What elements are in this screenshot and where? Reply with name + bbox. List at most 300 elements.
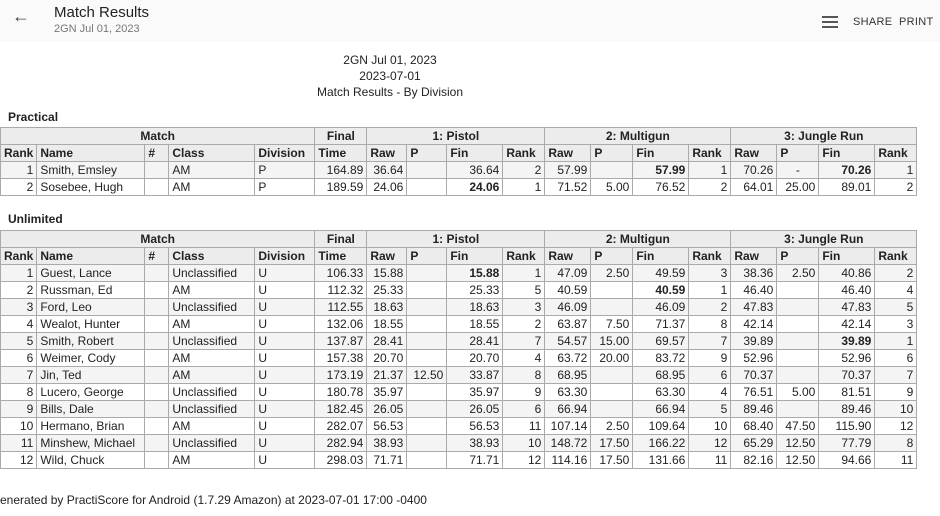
column-header-fin[interactable]: Fin	[447, 248, 503, 265]
table-row[interactable]	[1, 282, 917, 299]
cell-cls: Unclassified	[169, 265, 255, 282]
column-header-rank2[interactable]: Rank	[503, 145, 545, 162]
cell-s1fin: 33.87	[447, 367, 503, 384]
cell-num	[145, 435, 169, 452]
cell-cls: AM	[169, 282, 255, 299]
cell-name: Russman, Ed	[37, 282, 145, 299]
cell-name: Ford, Leo	[37, 299, 145, 316]
cell-s1raw: 38.93	[367, 435, 407, 452]
column-header-num[interactable]: #	[145, 145, 169, 162]
cell-s3rank: 3	[875, 316, 917, 333]
cell-s1rank: 1	[503, 179, 545, 196]
table-row[interactable]	[1, 316, 917, 333]
cell-s2rank: 1	[689, 282, 731, 299]
cell-s2p: 17.50	[591, 435, 633, 452]
column-header-raw[interactable]: Raw	[731, 145, 777, 162]
cell-cls: Unclassified	[169, 401, 255, 418]
column-header-raw[interactable]: Raw	[731, 248, 777, 265]
cell-s2fin: 46.09	[633, 299, 689, 316]
cell-s1p	[407, 401, 447, 418]
cell-name: Bills, Dale	[37, 401, 145, 418]
cell-s3raw: 70.37	[731, 367, 777, 384]
cell-s2p: 5.00	[591, 179, 633, 196]
cell-s2rank: 7	[689, 333, 731, 350]
cell-time: 182.45	[315, 401, 367, 418]
cell-s3rank: 5	[875, 299, 917, 316]
cell-s3fin: 81.51	[819, 384, 875, 401]
column-header-fin[interactable]: Fin	[633, 145, 689, 162]
cell-s3p	[777, 350, 819, 367]
cell-time: 180.78	[315, 384, 367, 401]
column-header-time[interactable]: Time	[315, 248, 367, 265]
cell-num	[145, 333, 169, 350]
cell-s3rank: 4	[875, 282, 917, 299]
cell-cls: AM	[169, 367, 255, 384]
cell-s2rank: 10	[689, 418, 731, 435]
cell-s2rank: 2	[689, 179, 731, 196]
cell-div: P	[255, 162, 315, 179]
cell-num	[145, 418, 169, 435]
cell-time: 112.32	[315, 282, 367, 299]
cell-s2p	[591, 384, 633, 401]
cell-s3fin: 46.40	[819, 282, 875, 299]
division-title-unlimited: Unlimited	[8, 212, 63, 226]
cell-s1raw: 18.63	[367, 299, 407, 316]
cell-s1rank: 1	[503, 265, 545, 282]
cell-time: 157.38	[315, 350, 367, 367]
cell-s3raw: 89.46	[731, 401, 777, 418]
cell-s1raw: 25.33	[367, 282, 407, 299]
cell-s1rank: 2	[503, 316, 545, 333]
table-row[interactable]	[1, 367, 917, 384]
cell-s1fin: 18.55	[447, 316, 503, 333]
cell-name: Wealot, Hunter	[37, 316, 145, 333]
cell-time: 282.07	[315, 418, 367, 435]
cell-num	[145, 316, 169, 333]
cell-name: Minshew, Michael	[37, 435, 145, 452]
page-title: Match Results	[54, 4, 150, 21]
column-header-rank2[interactable]: Rank	[875, 248, 917, 265]
cell-s2raw: 46.09	[545, 299, 591, 316]
cell-s1rank: 12	[503, 452, 545, 469]
column-header-name[interactable]: Name	[37, 248, 145, 265]
cell-rank: 10	[1, 418, 37, 435]
cell-s2p	[591, 367, 633, 384]
cell-num	[145, 265, 169, 282]
cell-s1fin: 28.41	[447, 333, 503, 350]
column-header-fin[interactable]: Fin	[819, 248, 875, 265]
column-header-raw[interactable]: Raw	[545, 145, 591, 162]
cell-cls: Unclassified	[169, 384, 255, 401]
cell-s1fin: 20.70	[447, 350, 503, 367]
cell-s1rank: 2	[503, 162, 545, 179]
cell-s1fin: 24.06	[447, 179, 503, 196]
cell-div: U	[255, 282, 315, 299]
cell-s2rank: 6	[689, 367, 731, 384]
column-header-division[interactable]: Division	[255, 145, 315, 162]
app-bar	[0, 0, 940, 42]
cell-s3raw: 52.96	[731, 350, 777, 367]
cell-num	[145, 367, 169, 384]
cell-s3p: 5.00	[777, 384, 819, 401]
cell-s2p: 2.50	[591, 265, 633, 282]
table-row[interactable]	[1, 265, 917, 282]
cell-s2raw: 114.16	[545, 452, 591, 469]
group-header-multigun: 2: Multigun	[545, 128, 731, 145]
cell-cls: Unclassified	[169, 299, 255, 316]
practical-results-table	[0, 127, 917, 196]
cell-s1fin: 15.88	[447, 265, 503, 282]
cell-s3fin: 70.37	[819, 367, 875, 384]
cell-s2raw: 63.72	[545, 350, 591, 367]
cell-s1p	[407, 265, 447, 282]
group-header-match: Match	[1, 128, 315, 145]
cell-s3fin: 70.26	[819, 162, 875, 179]
group-header-final: Final	[315, 231, 367, 248]
cell-s3raw: 47.83	[731, 299, 777, 316]
cell-s2fin: 166.22	[633, 435, 689, 452]
cell-s1raw: 20.70	[367, 350, 407, 367]
cell-s3p: 25.00	[777, 179, 819, 196]
cell-s2rank: 9	[689, 350, 731, 367]
cell-div: U	[255, 384, 315, 401]
cell-s1p	[407, 162, 447, 179]
cell-s2p	[591, 299, 633, 316]
cell-s3rank: 2	[875, 179, 917, 196]
cell-div: U	[255, 316, 315, 333]
cell-cls: AM	[169, 162, 255, 179]
cell-s1p	[407, 333, 447, 350]
cell-s3fin: 89.46	[819, 401, 875, 418]
cell-s3fin: 52.96	[819, 350, 875, 367]
group-header-pistol: 1: Pistol	[367, 128, 545, 145]
cell-s1raw: 56.53	[367, 418, 407, 435]
cell-s2p: 15.00	[591, 333, 633, 350]
cell-time: 173.19	[315, 367, 367, 384]
cell-rank: 9	[1, 401, 37, 418]
cell-s1p	[407, 179, 447, 196]
cell-s3rank: 8	[875, 435, 917, 452]
cell-s3p: 12.50	[777, 435, 819, 452]
cell-s2rank: 2	[689, 299, 731, 316]
cell-rank: 3	[1, 299, 37, 316]
cell-s3raw: 46.40	[731, 282, 777, 299]
cell-time: 298.03	[315, 452, 367, 469]
table-row[interactable]	[1, 418, 917, 435]
cell-s2fin: 40.59	[633, 282, 689, 299]
cell-s1raw: 28.41	[367, 333, 407, 350]
table-row[interactable]	[1, 162, 917, 179]
report-type: Match Results - By Division	[316, 85, 464, 99]
cell-s1raw: 18.55	[367, 316, 407, 333]
cell-s2raw: 107.14	[545, 418, 591, 435]
column-header-rank[interactable]: Rank	[1, 248, 37, 265]
column-header-raw[interactable]: Raw	[367, 248, 407, 265]
column-header-p[interactable]: P	[407, 145, 447, 162]
cell-rank: 5	[1, 333, 37, 350]
table-row[interactable]	[1, 333, 917, 350]
column-header-p[interactable]: P	[777, 145, 819, 162]
cell-s2rank: 5	[689, 401, 731, 418]
cell-name: Hermano, Brian	[37, 418, 145, 435]
column-header-fin[interactable]: Fin	[633, 248, 689, 265]
cell-s1raw: 24.06	[367, 179, 407, 196]
cell-s1raw: 36.64	[367, 162, 407, 179]
cell-s2p	[591, 282, 633, 299]
cell-s1raw: 26.05	[367, 401, 407, 418]
cell-s1rank: 4	[503, 350, 545, 367]
cell-s3fin: 94.66	[819, 452, 875, 469]
group-header-multigun: 2: Multigun	[545, 231, 731, 248]
column-header-rank2[interactable]: Rank	[689, 145, 731, 162]
unlimited-results-table	[0, 230, 917, 469]
cell-num	[145, 162, 169, 179]
column-header-time[interactable]: Time	[315, 145, 367, 162]
group-header-match: Match	[1, 231, 315, 248]
cell-s3rank: 7	[875, 367, 917, 384]
cell-s1fin: 56.53	[447, 418, 503, 435]
cell-s1p	[407, 452, 447, 469]
cell-s1fin: 18.63	[447, 299, 503, 316]
cell-name: Lucero, George	[37, 384, 145, 401]
cell-s3rank: 11	[875, 452, 917, 469]
column-header-p[interactable]: P	[591, 145, 633, 162]
cell-s2fin: 109.64	[633, 418, 689, 435]
cell-s2raw: 68.95	[545, 367, 591, 384]
column-header-name[interactable]: Name	[37, 145, 145, 162]
cell-s2p	[591, 401, 633, 418]
cell-s2fin: 71.37	[633, 316, 689, 333]
cell-s3fin: 89.01	[819, 179, 875, 196]
cell-s3raw: 64.01	[731, 179, 777, 196]
table-row[interactable]	[1, 350, 917, 367]
cell-time: 137.87	[315, 333, 367, 350]
cell-s3raw: 82.16	[731, 452, 777, 469]
column-header-num[interactable]: #	[145, 248, 169, 265]
cell-s1fin: 26.05	[447, 401, 503, 418]
cell-time: 164.89	[315, 162, 367, 179]
cell-s2rank: 11	[689, 452, 731, 469]
cell-s3p: -	[777, 162, 819, 179]
cell-s1raw: 35.97	[367, 384, 407, 401]
print-button[interactable]: PRINT	[899, 16, 934, 28]
column-header-raw[interactable]: Raw	[545, 248, 591, 265]
cell-name: Guest, Lance	[37, 265, 145, 282]
cell-time: 282.94	[315, 435, 367, 452]
cell-cls: AM	[169, 179, 255, 196]
cell-num	[145, 299, 169, 316]
cell-s1p	[407, 299, 447, 316]
cell-s2p: 7.50	[591, 316, 633, 333]
cell-s1p	[407, 316, 447, 333]
cell-num	[145, 179, 169, 196]
cell-div: U	[255, 265, 315, 282]
cell-s2p: 17.50	[591, 452, 633, 469]
cell-s3raw: 70.26	[731, 162, 777, 179]
cell-div: U	[255, 333, 315, 350]
cell-s3rank: 1	[875, 333, 917, 350]
column-header-rank2[interactable]: Rank	[689, 248, 731, 265]
cell-s2raw: 57.99	[545, 162, 591, 179]
cell-s1rank: 7	[503, 333, 545, 350]
column-header-p[interactable]: P	[777, 248, 819, 265]
cell-s3raw: 68.40	[731, 418, 777, 435]
table-row[interactable]	[1, 401, 917, 418]
cell-num	[145, 401, 169, 418]
cell-s2raw: 71.52	[545, 179, 591, 196]
cell-cls: AM	[169, 350, 255, 367]
cell-s2raw: 47.09	[545, 265, 591, 282]
list-icon[interactable]	[822, 16, 838, 28]
cell-s1raw: 71.71	[367, 452, 407, 469]
cell-s1raw: 21.37	[367, 367, 407, 384]
cell-rank: 6	[1, 350, 37, 367]
division-title-practical: Practical	[8, 110, 59, 124]
cell-s2fin: 83.72	[633, 350, 689, 367]
cell-s3rank: 2	[875, 265, 917, 282]
cell-s3p	[777, 333, 819, 350]
cell-div: U	[255, 452, 315, 469]
table-row[interactable]	[1, 299, 917, 316]
column-header-rank2[interactable]: Rank	[503, 248, 545, 265]
cell-s3raw: 39.89	[731, 333, 777, 350]
cell-div: U	[255, 350, 315, 367]
cell-s3raw: 42.14	[731, 316, 777, 333]
cell-cls: AM	[169, 452, 255, 469]
cell-name: Wild, Chuck	[37, 452, 145, 469]
cell-s1rank: 3	[503, 299, 545, 316]
cell-rank: 2	[1, 179, 37, 196]
cell-s2rank: 8	[689, 316, 731, 333]
cell-div: U	[255, 299, 315, 316]
cell-s2fin: 131.66	[633, 452, 689, 469]
cell-s3raw: 76.51	[731, 384, 777, 401]
table-row[interactable]	[1, 384, 917, 401]
cell-s2fin: 66.94	[633, 401, 689, 418]
cell-s2fin: 76.52	[633, 179, 689, 196]
cell-rank: 1	[1, 265, 37, 282]
cell-s3fin: 115.90	[819, 418, 875, 435]
cell-s2fin: 63.30	[633, 384, 689, 401]
cell-s2raw: 63.87	[545, 316, 591, 333]
cell-div: U	[255, 435, 315, 452]
column-header-class[interactable]: Class	[169, 145, 255, 162]
cell-s1p	[407, 384, 447, 401]
cell-s2fin: 68.95	[633, 367, 689, 384]
cell-s2p	[591, 162, 633, 179]
cell-s1fin: 35.97	[447, 384, 503, 401]
column-header-class[interactable]: Class	[169, 248, 255, 265]
cell-name: Sosebee, Hugh	[37, 179, 145, 196]
cell-s1fin: 36.64	[447, 162, 503, 179]
cell-s3fin: 77.79	[819, 435, 875, 452]
cell-rank: 8	[1, 384, 37, 401]
cell-s1rank: 10	[503, 435, 545, 452]
cell-s2raw: 40.59	[545, 282, 591, 299]
cell-div: U	[255, 418, 315, 435]
group-header-jungle-run: 3: Jungle Run	[731, 231, 917, 248]
cell-s3p	[777, 299, 819, 316]
cell-s3raw: 65.29	[731, 435, 777, 452]
cell-s1fin: 38.93	[447, 435, 503, 452]
cell-rank: 11	[1, 435, 37, 452]
cell-rank: 12	[1, 452, 37, 469]
share-button[interactable]: SHARE	[853, 16, 893, 28]
cell-s2fin: 49.59	[633, 265, 689, 282]
cell-s3p	[777, 401, 819, 418]
cell-s1fin: 25.33	[447, 282, 503, 299]
cell-s3rank: 1	[875, 162, 917, 179]
cell-num	[145, 350, 169, 367]
column-header-fin[interactable]: Fin	[447, 145, 503, 162]
cell-s2raw: 63.30	[545, 384, 591, 401]
group-header-jungle-run: 3: Jungle Run	[731, 128, 917, 145]
cell-div: U	[255, 367, 315, 384]
cell-s1p	[407, 418, 447, 435]
cell-s1raw: 15.88	[367, 265, 407, 282]
cell-name: Smith, Robert	[37, 333, 145, 350]
cell-cls: Unclassified	[169, 435, 255, 452]
cell-time: 112.55	[315, 299, 367, 316]
cell-s2fin: 57.99	[633, 162, 689, 179]
cell-s2rank: 4	[689, 384, 731, 401]
column-header-division[interactable]: Division	[255, 248, 315, 265]
cell-time: 132.06	[315, 316, 367, 333]
cell-rank: 4	[1, 316, 37, 333]
cell-s2rank: 1	[689, 162, 731, 179]
cell-name: Smith, Emsley	[37, 162, 145, 179]
cell-s3p	[777, 282, 819, 299]
table-row[interactable]	[1, 179, 917, 196]
table-row[interactable]	[1, 452, 917, 469]
table-row[interactable]	[1, 435, 917, 452]
cell-rank: 2	[1, 282, 37, 299]
cell-div: U	[255, 401, 315, 418]
cell-s3rank: 6	[875, 350, 917, 367]
cell-div: P	[255, 179, 315, 196]
page-subtitle: 2GN Jul 01, 2023	[54, 23, 140, 35]
cell-s1rank: 11	[503, 418, 545, 435]
report-header	[0, 52, 780, 100]
cell-cls: AM	[169, 316, 255, 333]
cell-s1p: 12.50	[407, 367, 447, 384]
column-header-fin[interactable]: Fin	[819, 145, 875, 162]
group-header-pistol: 1: Pistol	[367, 231, 545, 248]
column-header-rank[interactable]: Rank	[1, 145, 37, 162]
cell-s3fin: 42.14	[819, 316, 875, 333]
cell-s3rank: 10	[875, 401, 917, 418]
cell-s2fin: 69.57	[633, 333, 689, 350]
cell-num	[145, 282, 169, 299]
cell-s2rank: 3	[689, 265, 731, 282]
cell-s3fin: 39.89	[819, 333, 875, 350]
cell-s2raw: 54.57	[545, 333, 591, 350]
column-header-rank2[interactable]: Rank	[875, 145, 917, 162]
cell-s1rank: 6	[503, 401, 545, 418]
match-name: 2GN Jul 01, 2023	[343, 53, 437, 67]
cell-s1fin: 71.71	[447, 452, 503, 469]
arrow-left-icon[interactable]: ←	[12, 6, 30, 26]
cell-s3p: 2.50	[777, 265, 819, 282]
column-header-p[interactable]: P	[407, 248, 447, 265]
cell-s3fin: 47.83	[819, 299, 875, 316]
column-header-p[interactable]: P	[591, 248, 633, 265]
cell-s2p: 2.50	[591, 418, 633, 435]
cell-s2p: 20.00	[591, 350, 633, 367]
column-header-raw[interactable]: Raw	[367, 145, 407, 162]
cell-s2rank: 12	[689, 435, 731, 452]
footer-text: enerated by PractiScore for Android (1.7.29 Amazon) at 2023-07-01 17:00 -0400	[0, 493, 427, 507]
